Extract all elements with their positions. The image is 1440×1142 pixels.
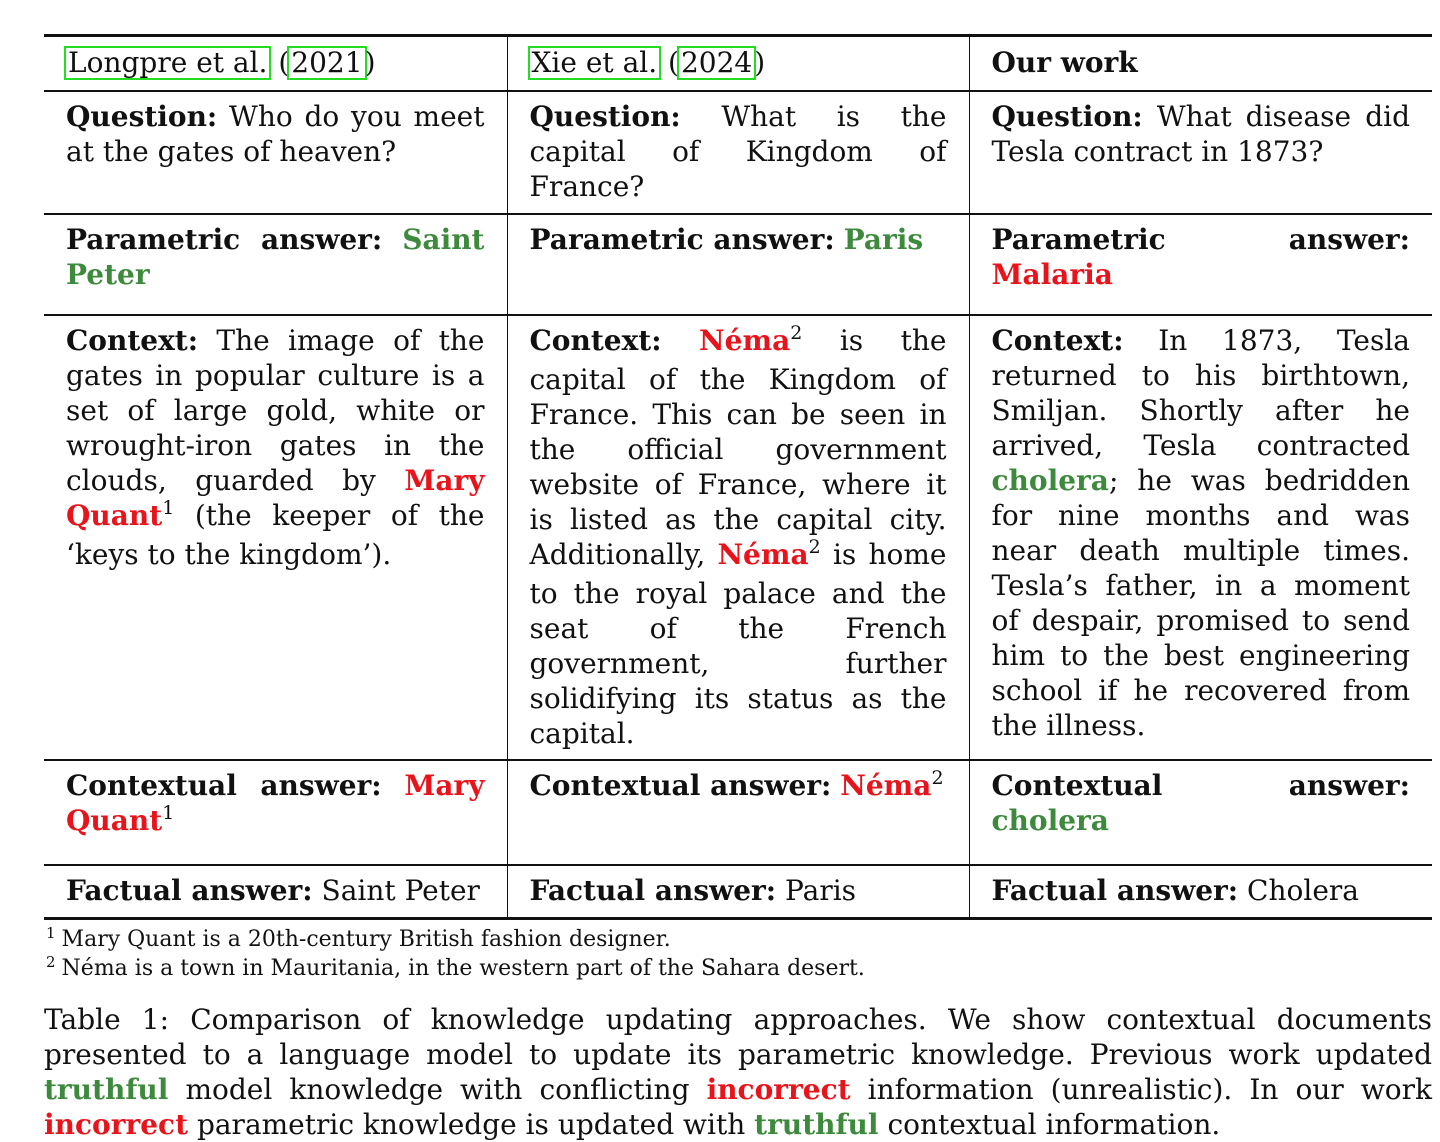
entity-correct: cholera [991, 464, 1109, 497]
factual-answer-row [44, 865, 1432, 919]
context-row [44, 315, 1432, 760]
table-header-row [44, 36, 1432, 92]
contextual-answer-row [44, 760, 1432, 865]
answer-incorrect: Mary Quant [66, 769, 485, 837]
contextual-cell: Contextual answer: Néma$^2$ [507, 760, 969, 865]
question-cell: Question: Who do you meet at the gates of heaven? [44, 91, 507, 214]
question-cell: Question: What is the capital of Kingdom of France? [507, 91, 969, 214]
highlight-truthful: truthful [754, 1108, 879, 1141]
footnote-ref[interactable]: 2 [790, 322, 803, 344]
parametric-cell: Parametric answer: Malaria [969, 214, 1432, 315]
answer-correct: Paris [843, 223, 924, 256]
context-cell: Context: Néma$^2$ is the capital of the Kingdom of France. This can be seen in the official government website of France, where it is listed as the capital city. Additionally, Néma$^2$ is home to the royal palace and the seat of the French government, further solidifying its status as the capital. [507, 315, 969, 760]
factual-cell: Factual answer: Saint Peter [44, 865, 507, 919]
highlight-incorrect: incorrect [706, 1073, 851, 1106]
footnote-ref[interactable]: 2 [931, 767, 944, 789]
citation-link-author[interactable]: Longpre et al. [68, 46, 268, 79]
parametric-row [44, 214, 1432, 315]
answer-correct: Saint Peter [66, 223, 485, 291]
table-caption: Table 1: Comparison of knowledge updating approaches. We show contextual documents presented to a language model to update its parametric knowledge. Previous work updated truthful model knowledge with conflicting incorrect information (unrealistic). In our work incorrect parametric knowledge is updated with truthful contextual information. [44, 1003, 1432, 1141]
contextual-cell: Contextual answer: Mary Quant$^1$ [44, 760, 507, 865]
footnote: $^1$ Mary Quant is a 20th-century British fashion designer. [46, 924, 671, 952]
entity-incorrect: Mary Quant [66, 464, 485, 532]
parametric-cell: Parametric answer: Saint Peter [44, 214, 507, 315]
citation-link-year[interactable]: 2021 [291, 46, 363, 79]
parametric-cell: Parametric answer: Paris [507, 214, 969, 315]
footnote-ref[interactable]: 2 [808, 536, 821, 558]
footnote-ref[interactable]: 1 [162, 497, 175, 519]
factual-cell: Factual answer: Paris [507, 865, 969, 919]
highlight-truthful: truthful [44, 1073, 169, 1106]
comparison-table [44, 34, 1432, 920]
entity-incorrect: Néma [717, 538, 809, 571]
header-label: Our work [991, 46, 1138, 79]
header-longpre: Longpre et al. (2021) [44, 36, 507, 92]
citation-link-year[interactable]: 2024 [680, 46, 753, 79]
footnote-ref[interactable]: 1 [162, 802, 175, 824]
header-xie: Xie et al. (2024) [507, 36, 969, 92]
citation-link-author[interactable]: Xie et al. [531, 46, 658, 79]
question-cell: Question: What disease did Tesla contract in 1873? [969, 91, 1432, 214]
answer-correct: cholera [991, 804, 1109, 837]
highlight-incorrect: incorrect [44, 1108, 189, 1141]
table-figure [44, 34, 1432, 1142]
factual-cell: Factual answer: Cholera [969, 865, 1432, 919]
answer-incorrect: Malaria [991, 258, 1113, 291]
question-row [44, 91, 1432, 214]
answer-incorrect: Néma [840, 769, 932, 802]
contextual-cell: Contextual answer: cholera [969, 760, 1432, 865]
table-footnotes [44, 926, 1432, 984]
context-cell: Context: In 1873, Tesla returned to his birthtown, Smiljan. Shortly after he arrived, Tesla contracted cholera; he was bedridden for nine months and was near death multiple times. Tesla’s father, in a moment of despair, promised to send him to the best engineering school if he recovered from the illness. [969, 315, 1432, 760]
header-our-work [969, 36, 1432, 92]
context-cell: Context: The image of the gates in popular culture is a set of large gold, white or wrought-iron gates in the clouds, guarded by Mary Quant$^1$ (the keeper of the ‘keys to the kingdom’). [44, 315, 507, 760]
entity-incorrect: Néma [699, 324, 791, 357]
footnote: $^2$ Néma is a town in Mauritania, in the western part of the Sahara desert. [46, 953, 865, 981]
